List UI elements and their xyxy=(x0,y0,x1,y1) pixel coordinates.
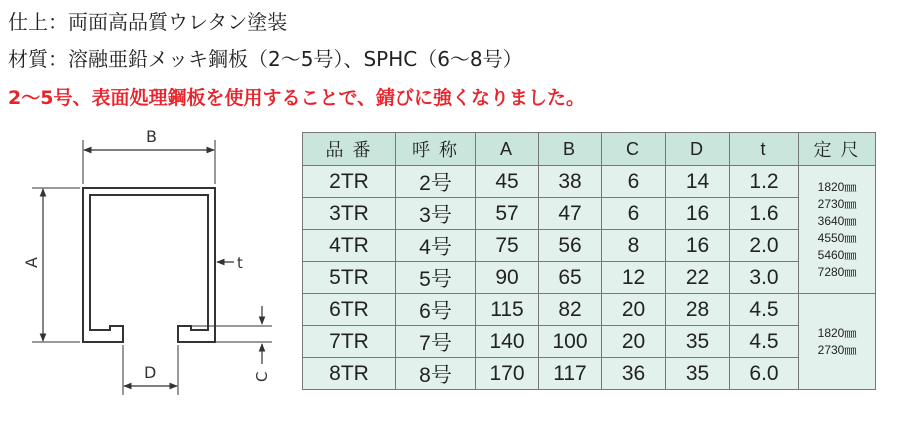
cell-b: 117 xyxy=(539,358,602,390)
header-t: t xyxy=(730,133,799,166)
cell-d: 22 xyxy=(666,262,730,294)
table-row xyxy=(303,326,876,358)
cell-a: 57 xyxy=(476,198,539,230)
cell-c: 36 xyxy=(602,358,666,390)
cell-b: 65 xyxy=(539,262,602,294)
cell-part-number: 3TR xyxy=(303,198,396,230)
material-spec-text: 材質：溶融亜鉛メッキ鋼板（2〜5号）、SPHC（6〜8号） xyxy=(8,47,523,71)
header-d: D xyxy=(666,133,730,166)
cell-t: 4.5 xyxy=(730,294,799,326)
dimension-t-label: t xyxy=(237,254,243,272)
cell-c: 8 xyxy=(602,230,666,262)
table-row xyxy=(303,198,876,230)
cell-size-name: 8号 xyxy=(396,358,476,390)
cell-b: 82 xyxy=(539,294,602,326)
header-size-name: 呼 称 xyxy=(396,133,476,166)
header-a: A xyxy=(476,133,539,166)
cell-d: 35 xyxy=(666,358,730,390)
cell-d: 28 xyxy=(666,294,730,326)
length-value: 5460㎜ xyxy=(817,247,857,262)
dimension-b-label: B xyxy=(146,127,157,146)
header-standard-length: 定 尺 xyxy=(799,133,876,166)
spec-table xyxy=(302,132,876,390)
cell-d: 14 xyxy=(666,166,730,198)
standard-lengths-group-2 xyxy=(799,294,876,390)
length-value: 2730㎜ xyxy=(817,196,857,211)
channel-profile-outer xyxy=(83,188,215,342)
cell-t: 1.2 xyxy=(730,166,799,198)
cell-t: 4.5 xyxy=(730,326,799,358)
cell-b: 38 xyxy=(539,166,602,198)
length-value: 2730㎜ xyxy=(817,342,857,357)
finish-spec-text: 仕上：両面高品質ウレタン塗装 xyxy=(8,10,288,34)
cell-size-name: 3号 xyxy=(396,198,476,230)
cell-t: 3.0 xyxy=(730,262,799,294)
header-c: C xyxy=(602,133,666,166)
channel-cross-section-diagram xyxy=(10,120,290,410)
cell-t: 2.0 xyxy=(730,230,799,262)
dimension-d-label: D xyxy=(144,363,157,382)
cell-b: 56 xyxy=(539,230,602,262)
cell-c: 12 xyxy=(602,262,666,294)
cell-a: 115 xyxy=(476,294,539,326)
cell-d: 16 xyxy=(666,198,730,230)
dimension-c-label: C xyxy=(253,371,271,382)
cell-part-number: 5TR xyxy=(303,262,396,294)
cell-part-number: 8TR xyxy=(303,358,396,390)
cell-a: 45 xyxy=(476,166,539,198)
length-value: 1820㎜ xyxy=(817,179,857,194)
cell-part-number: 7TR xyxy=(303,326,396,358)
cell-size-name: 5号 xyxy=(396,262,476,294)
cell-b: 47 xyxy=(539,198,602,230)
table-row xyxy=(303,262,876,294)
length-value: 4550㎜ xyxy=(817,230,857,245)
table-row xyxy=(303,294,876,326)
length-value: 1820㎜ xyxy=(817,325,857,340)
header-part-number: 品 番 xyxy=(303,133,396,166)
table-header-row xyxy=(303,133,876,166)
cell-size-name: 7号 xyxy=(396,326,476,358)
cell-d: 35 xyxy=(666,326,730,358)
cell-c: 6 xyxy=(602,198,666,230)
header-b: B xyxy=(539,133,602,166)
cell-a: 170 xyxy=(476,358,539,390)
standard-lengths-group-1 xyxy=(799,166,876,294)
notice-text: 2〜5号、表面処理鋼板を使用することで、錆びに強くなりました。 xyxy=(8,87,586,109)
cell-b: 100 xyxy=(539,326,602,358)
cell-c: 20 xyxy=(602,294,666,326)
cell-d: 16 xyxy=(666,230,730,262)
cell-part-number: 6TR xyxy=(303,294,396,326)
cell-a: 90 xyxy=(476,262,539,294)
cell-a: 140 xyxy=(476,326,539,358)
cell-a: 75 xyxy=(476,230,539,262)
cell-c: 6 xyxy=(602,166,666,198)
cell-t: 1.6 xyxy=(730,198,799,230)
cell-part-number: 4TR xyxy=(303,230,396,262)
cell-t: 6.0 xyxy=(730,358,799,390)
cell-size-name: 6号 xyxy=(396,294,476,326)
table-row xyxy=(303,166,876,198)
cell-c: 20 xyxy=(602,326,666,358)
cell-size-name: 2号 xyxy=(396,166,476,198)
table-row xyxy=(303,358,876,390)
cell-size-name: 4号 xyxy=(396,230,476,262)
length-value: 3640㎜ xyxy=(817,213,857,228)
dimension-a-label: A xyxy=(22,257,41,268)
length-value: 7280㎜ xyxy=(817,264,857,279)
cell-part-number: 2TR xyxy=(303,166,396,198)
table-row xyxy=(303,230,876,262)
